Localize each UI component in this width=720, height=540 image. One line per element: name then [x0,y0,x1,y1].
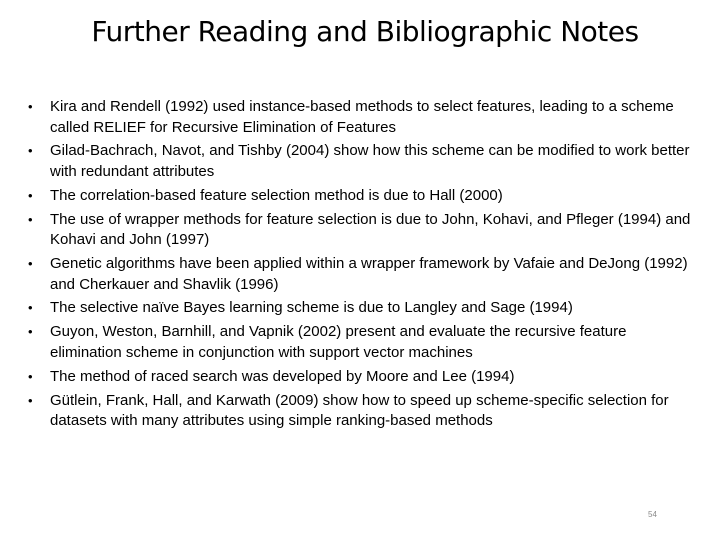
bullet-marker: • [28,211,33,227]
bullet-marker: • [28,392,33,408]
bullet-item [28,97,698,138]
bullet-text: The correlation-based feature selection method is due to Hall (2000) [50,186,503,204]
bullet-marker: • [28,99,33,114]
bullet-item [28,141,698,182]
bullet-text: Genetic algorithms have been applied within a wrapper framework by Vafaie and DeJong (1992) and Cherkauer and Shavlik (1996) [50,255,688,293]
bullet-item [28,298,698,319]
bullet-item [28,210,698,251]
bullet-text: The selective naïve Bayes learning scheme is due to Langley and Sage (1994) [50,299,573,317]
bullet-text: Gütlein, Frank, Hall, and Karwath (2009) show how to speed up scheme-specific selection for datasets with many attributes using simple ranking-based methods [50,391,669,430]
bullet-item [28,254,698,295]
bullet-marker: • [28,187,33,203]
bullet-text: Guyon, Weston, Barnhill, and Vapnik (2002) present and evaluate the recursive feature elimination scheme in conjunction with support vector machines [50,323,627,361]
bullet-marker: • [28,143,33,159]
bullet-item [28,391,698,432]
bullet-text: The use of wrapper methods for feature selection is due to John, Kohavi, and Pfleger (1994) and Kohavi and John (1997) [50,210,691,249]
bullet-marker: • [28,324,33,340]
bullet-item [28,322,698,363]
bullet-marker: • [28,300,33,316]
bullet-text: Kira and Rendell (1992) used instance-based methods to select features, leading to a scheme called RELIEF for Recursive Elimination of Features [50,98,674,136]
bullet-text: Gilad-Bachrach, Navot, and Tishby (2004) show how this scheme can be modified to work better with redundant attributes [50,142,690,180]
bullet-marker: • [28,256,33,272]
page-number: 54 [648,510,657,519]
bullet-item [28,367,698,388]
bullet-marker: • [28,368,33,384]
slide-title: Further Reading and Bibliographic Notes [91,15,639,48]
bullet-item [28,186,698,207]
bullet-text: The method of raced search was developed by Moore and Lee (1994) [50,367,515,385]
bullet-list [28,97,698,435]
